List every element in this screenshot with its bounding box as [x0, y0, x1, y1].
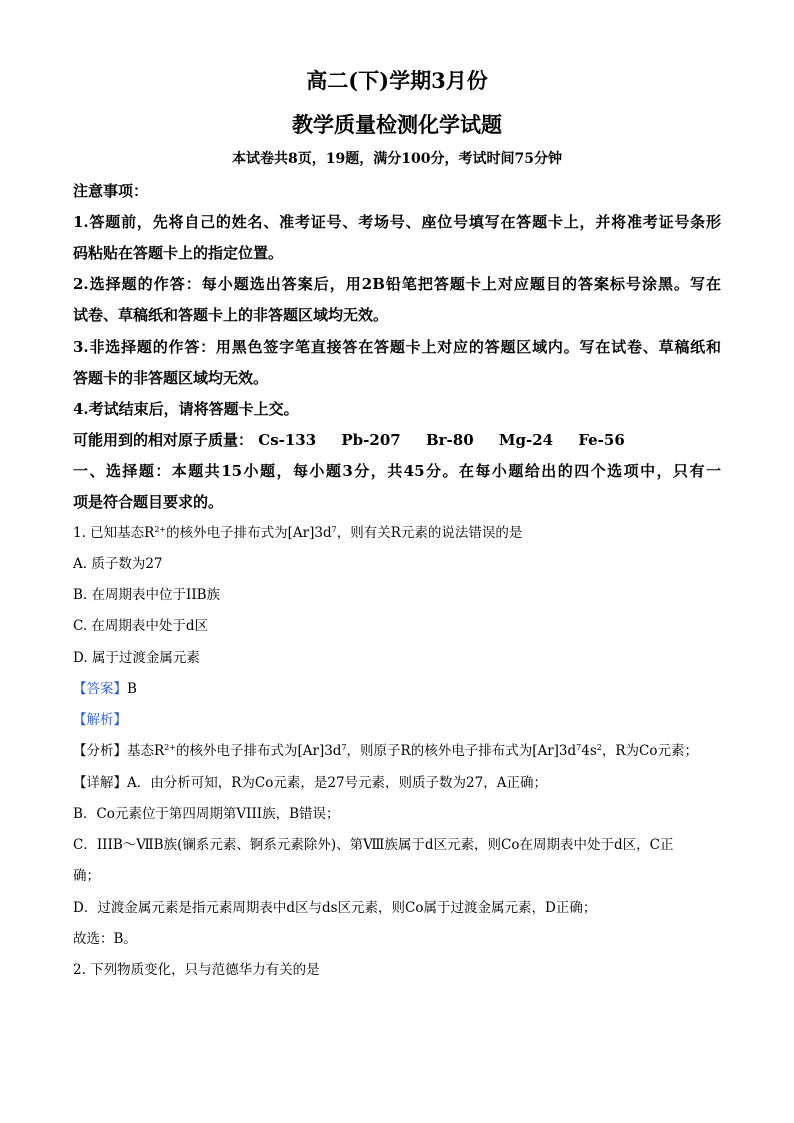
q1-option-b: B. 在周期表中位于IIB族	[73, 587, 221, 603]
answer-tag: 【答案】	[73, 681, 127, 697]
fenxi-superscript-2: 2	[596, 743, 602, 752]
atomic-masses-line	[73, 433, 625, 448]
analysis-tag: 【解析】	[73, 712, 127, 728]
q1-analysis-heading	[73, 714, 127, 728]
exam-title-line2: 教学质量检测化学试题	[292, 112, 502, 137]
q1-stem-part-c: ，则有关R元素的说法错误的是	[336, 525, 523, 541]
notice-item2-line1: 2.选择题的作答：每小题选出答案后，用2B铅笔把答题卡上对应题目的答案标号涂黑。写在	[73, 275, 721, 293]
notice-item3-line2: 答题卡的非答题区域均无效。	[73, 369, 269, 387]
q1-stem-part-a: 1. 已知基态R	[73, 525, 155, 541]
notice-item3-line1: 3.非选择题的作答：用黑色签字笔直接答在答题卡上对应的答题区域内。写在试卷、草稿纸和	[73, 338, 721, 356]
q1-detail-d: D．过渡金属元素是指元素周期表中d区与ds区元素，则Co属于过渡金属元素，D正确；	[73, 900, 597, 916]
q1-stem-part-b: 的核外电子排布式为[Ar]3d	[166, 525, 332, 541]
q1-detail-c-line2: 确；	[73, 868, 100, 884]
fenxi-superscript-7b: 7	[576, 743, 582, 752]
atomic-mass-fe: Fe-56	[578, 431, 625, 449]
q1-answer	[73, 683, 137, 697]
q1-fenxi	[73, 745, 698, 759]
fenxi-part-b: 的核外电子排布式为[Ar]3d	[175, 743, 342, 759]
fenxi-superscript-7a: 7	[341, 743, 347, 752]
section1-line1: 一、选择题：本题共15小题，每小题3分，共45分。在每小题给出的四个选项中，只有一	[73, 462, 721, 480]
q1-detail-a	[73, 777, 547, 791]
q1-option-c: C. 在周期表中处于d区	[73, 618, 209, 634]
notice-heading: 注意事项：	[73, 182, 149, 200]
atomic-mass-cs: Cs-133	[258, 431, 317, 449]
q1-stem	[73, 527, 522, 541]
q1-option-a: A. 质子数为27	[73, 556, 163, 572]
atomic-masses-label: 可能用到的相对原子质量：	[73, 431, 254, 449]
notice-item4: 4.考试结束后，请将答题卡上交。	[73, 400, 299, 418]
fenxi-part-a: 基态R	[127, 743, 165, 759]
notice-item1-line2: 码粘贴在答题卡上的指定位置。	[73, 244, 284, 262]
answer-value: B	[127, 681, 137, 697]
atomic-mass-br: Br-80	[425, 431, 474, 449]
q1-stem-superscript-charge: 2+	[154, 525, 167, 534]
exam-subtitle: 本试卷共8页，19题，满分100分，考试时间75分钟	[232, 151, 562, 167]
atomic-mass-pb: Pb-207	[341, 431, 401, 449]
q1-option-d: D. 属于过渡金属元素	[73, 650, 200, 666]
fenxi-superscript-charge: 2+	[164, 743, 176, 752]
fenxi-part-e: ，R为Co元素；	[601, 743, 699, 759]
notice-item2-line2: 试卷、草稿纸和答题卡上的非答题区域均无效。	[73, 306, 389, 324]
q2-stem: 2. 下列物质变化，只与范德华力有关的是	[73, 962, 320, 978]
section1-line2: 项是符合题目要求的。	[73, 493, 224, 511]
fenxi-tag: 【分析】	[73, 743, 127, 759]
atomic-mass-mg: Mg-24	[498, 431, 554, 449]
fenxi-part-c: ，则原子R的核外电子排布式为[Ar]3d	[346, 743, 577, 759]
exam-title-line1: 高二(下)学期3月份	[306, 68, 488, 93]
detail-a-text: A．由分析可知，R为Co元素，是27号元素，则质子数为27，A正确；	[127, 775, 547, 791]
fenxi-part-d: 4s	[581, 743, 597, 759]
q1-detail-b: B．Co元素位于第四周期第VIII族，B错误；	[73, 806, 340, 822]
q1-detail-c-line1: C．IIIB～ⅦB族(镧系元素、锕系元素除外)、第Ⅷ族属于d区元素，则Co在周期表中处于d区，C正	[73, 837, 674, 853]
q1-stem-superscript-7: 7	[331, 525, 337, 534]
notice-item1-line1: 1.答题前，先将自己的姓名、准考证号、考场号、座位号填写在答题卡上，并将准考证号条形	[73, 213, 721, 231]
q1-conclusion: 故选：B。	[73, 931, 137, 947]
detail-tag: 【详解】	[73, 775, 127, 791]
